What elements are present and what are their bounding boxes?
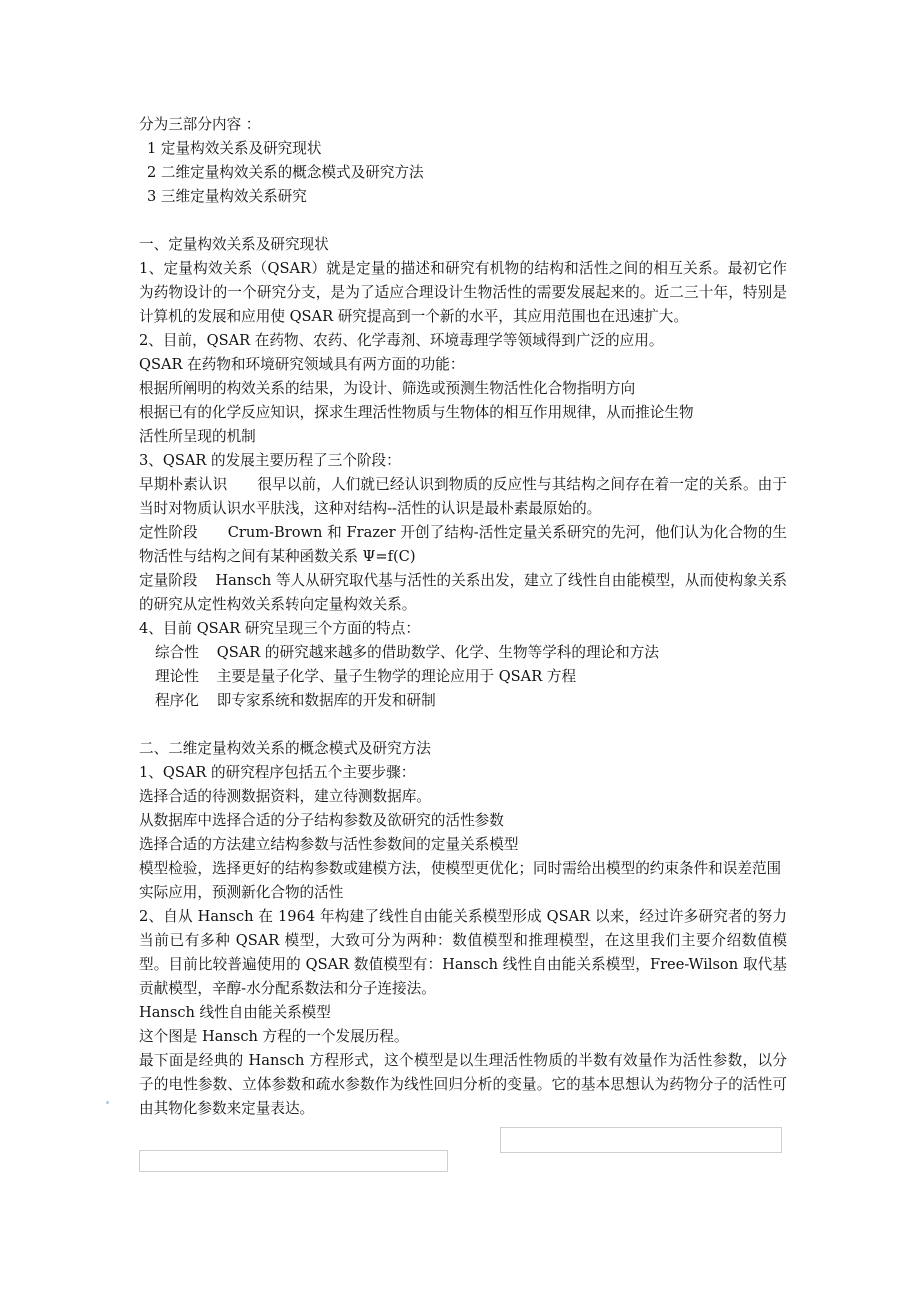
- section-2-paragraph-3: Hansch 线性自由能关系模型: [139, 1004, 331, 1021]
- stage-2-label: 定性阶段: [139, 524, 198, 541]
- feature-1-label: 综合性: [155, 644, 199, 661]
- step-4: 模型检验，选择更好的结构参数或建模方法，使模型更优化；同时需给出模型的约束条件和误差范围: [139, 860, 782, 877]
- section-2-paragraph-5: 最下面是经典的 Hansch 方程形式，这个模型是以生理活性物质的半数有效量作为活性参数，以分子的电性参数、立体参数和疏水参数作为线性回归分析的变量。它的基本思想认为药物分子的活性可由其物化参数来定量表达。: [139, 1052, 787, 1117]
- step-3: 选择合适的方法建立结构参数与活性参数间的定量关系模型: [139, 836, 519, 853]
- section-2-paragraph-4: 这个图是 Hansch 方程的一个发展历程。: [139, 1028, 409, 1045]
- selection-box-2: [139, 1150, 448, 1172]
- step-5: 实际应用，预测新化合物的活性: [139, 884, 344, 901]
- section-2-title: 二、二维定量构效关系的概念模式及研究方法: [139, 740, 431, 757]
- stage-1-paragraph: [139, 473, 787, 521]
- step-2: 从数据库中选择合适的分子结构参数及欲研究的活性参数: [139, 812, 504, 829]
- section-1-paragraph-2: 2、目前，QSAR 在药物、农药、化学毒剂、环境毒理学等领域得到广泛的应用。: [139, 332, 664, 349]
- stage-2-text: Crum-Brown 和 Frazer 开创了结构-活性定量关系研究的先河，他们认为化合物的生物活性与结构之间有某种函数关系 Ψ=f(C): [139, 524, 787, 565]
- blank-line: [139, 713, 787, 737]
- stage-3-text: Hansch 等人从研究取代基与活性的关系出发，建立了线性自由能模型，从而使构象关系的研究从定性构效关系转向定量构效关系。: [139, 572, 787, 613]
- intro-item-1: 1 定量构效关系及研究现状: [147, 140, 322, 157]
- section-1-paragraph-3: QSAR 在药物和环境研究领域具有两方面的功能：: [139, 356, 465, 373]
- section-2-paragraph-1: 1、QSAR 的研究程序包括五个主要步骤：: [139, 764, 416, 781]
- step-1: 选择合适的待测数据资料，建立待测数据库。: [139, 788, 431, 805]
- feature-2-text: 主要是量子化学、量子生物学的理论应用于 QSAR 方程: [216, 668, 577, 685]
- document-content: [139, 113, 787, 1121]
- section-2-paragraph-2: 2、自从 Hansch 在 1964 年构建了线性自由能关系模型形成 QSAR 以来，经过许多研究者的努力当前已有多种 QSAR 模型，大致可分为两种：数值模型和推理模型，在这里我们主要介绍数值模型。目前比较普遍使用的 QSAR 数值模型有：Hansch 线性自由能关系模型，Free-Wilson 取代基贡献模型，辛醇-水分配系数法和分子连接法。: [139, 908, 787, 997]
- section-1-paragraph-4: 根据所阐明的构效关系的结果，为设计、筛选或预测生物活性化合物指明方向: [139, 380, 636, 397]
- section-1-title: 一、定量构效关系及研究现状: [139, 236, 329, 253]
- section-1-paragraph-5b: 活性所呈现的机制: [139, 428, 256, 445]
- feature-row-2: [139, 665, 787, 689]
- section-1-paragraph-7: 4、目前 QSAR 研究呈现三个方面的特点：: [139, 620, 420, 637]
- stage-3-label: 定量阶段: [139, 572, 198, 589]
- feature-3-text: 即专家系统和数据库的开发和研制: [216, 692, 436, 709]
- feature-1-text: QSAR 的研究越来越多的借助数学、化学、生物等学科的理论和方法: [216, 644, 659, 661]
- feature-3-label: 程序化: [155, 692, 199, 709]
- feature-2-label: 理论性: [155, 668, 199, 685]
- feature-row-3: [139, 689, 787, 713]
- stage-1-text: 很早以前，人们就已经认识到物质的反应性与其结构之间存在着一定的关系。由于当时对物质认识水平肤浅，这种对结构--活性的认识是最朴素最原始的。: [139, 476, 787, 517]
- stage-1-label: 早期朴素认识: [139, 476, 228, 493]
- intro-item-2: 2 二维定量构效关系的概念模式及研究方法: [147, 164, 424, 181]
- stage-3-paragraph: [139, 569, 787, 617]
- selection-box-1: [500, 1127, 782, 1153]
- feature-row-1: [139, 641, 787, 665]
- intro-item-3: 3 三维定量构效关系研究: [147, 188, 307, 205]
- stage-2-paragraph: [139, 521, 787, 569]
- margin-mark: [106, 1101, 109, 1104]
- blank-line: [139, 209, 787, 233]
- intro-heading: 分为三部分内容 ：: [139, 116, 261, 133]
- section-1-paragraph-5a: 根据已有的化学反应知识，探求生理活性物质与生物体的相互作用规律，从而推论生物: [139, 404, 694, 421]
- section-1-paragraph-1: 1、定量构效关系（QSAR）就是定量的描述和研究有机物的结构和活性之间的相互关系。最初它作为药物设计的一个研究分支，是为了适应合理设计生物活性的需要发展起来的。近二三十年，特别是计算机的发展和应用使 QSAR 研究提高到一个新的水平，其应用范围也在迅速扩大。: [139, 260, 787, 325]
- section-1-paragraph-6: 3、QSAR 的发展主要历程了三个阶段：: [139, 452, 401, 469]
